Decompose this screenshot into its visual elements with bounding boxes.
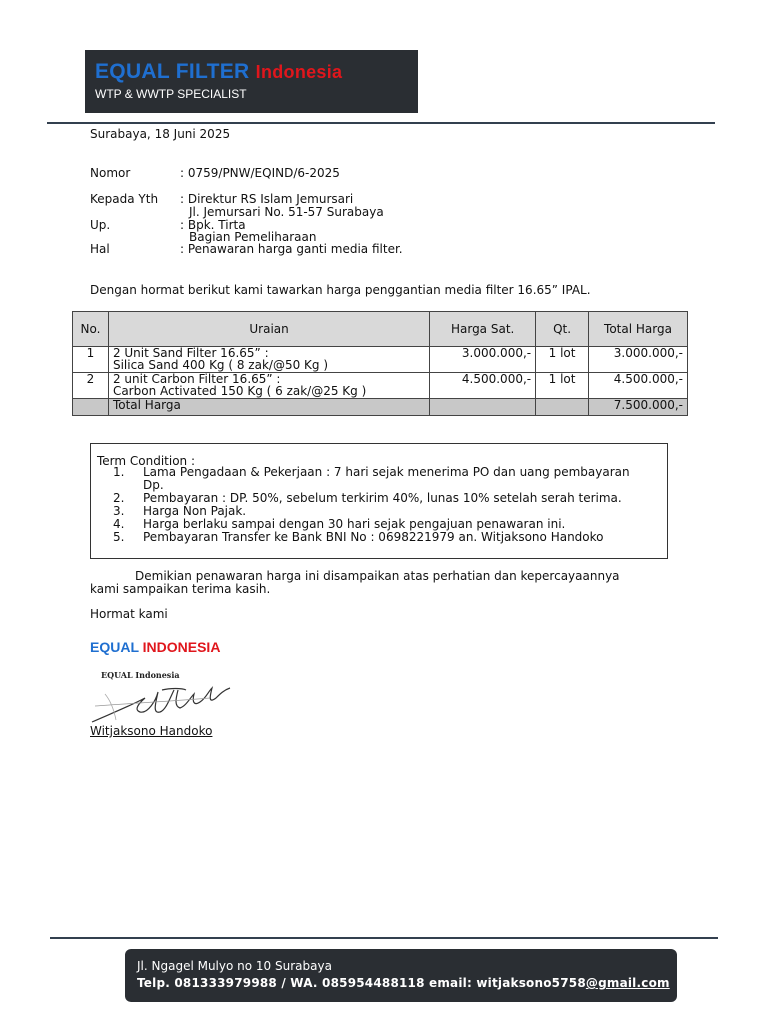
company-logo-text [95,60,342,84]
cell-uraian [108,373,429,399]
table-row [73,373,688,399]
opening-paragraph: Dengan hormat berikut kami tawarkan harga penggantian media filter 16.65” IPAL. [90,283,591,297]
up-line1: : Bpk. Tirta [180,218,246,232]
kepada-line1: : Direktur RS Islam Jemursari [180,192,354,206]
cell-total: 4.500.000,- [589,373,688,399]
term-number: 3. [113,504,125,518]
term-text: Pembayaran Transfer ke Bank BNI No : 0698221979 an. Witjaksono Handoko [143,530,604,544]
total-value: 7.500.000,- [589,399,688,416]
term-text: Pembayaran : DP. 50%, sebelum terkirim 40%, lunas 10% setelah serah terima. [143,491,622,505]
brand-main: EQUAL FILTER [95,60,250,83]
footer-contact [137,976,670,990]
table-header-row [73,312,688,347]
footer-banner [125,949,677,1002]
cell-uraian [108,347,429,373]
uraian-line1: 2 Unit Sand Filter 16.65” : [112,346,269,360]
place-date: Surabaya, 18 Juni 2025 [90,127,231,141]
price-table [72,311,688,416]
col-header-no: No. [73,312,109,347]
footer-contact-text: Telp. 081333979988 / WA. 085954488118 email: witjaksono5758 [137,976,586,990]
hal-label: Hal [90,242,110,256]
footer-address: Jl. Ngagel Mulyo no 10 Surabaya [137,959,332,973]
cell-no: 2 [73,373,109,399]
nomor-value: : 0759/PNW/EQIND/6-2025 [180,166,340,180]
col-header-total: Total Harga [589,312,688,347]
list-item [113,466,643,492]
table-total-row [73,399,688,416]
cell-empty [73,399,109,416]
cell-empty [430,399,536,416]
up-label: Up. [90,218,111,232]
kepada-label: Kepada Yth [90,192,159,206]
terms-box [90,443,668,559]
term-text: Harga berlaku sampai dengan 30 hari sejak pengajuan penawaran ini. [143,517,566,531]
company-signature-name [90,639,220,655]
col-header-uraian: Uraian [108,312,429,347]
terms-list [113,466,643,544]
regards: Hormat kami [90,607,168,621]
company-name-part1: EQUAL [90,639,139,655]
term-number: 5. [113,530,125,544]
uraian-line2: Carbon Activated 150 Kg ( 6 zak/@25 Kg ) [112,384,367,398]
signer-name: Witjaksono Handoko [90,724,213,738]
letterhead-banner [85,50,418,113]
cell-total: 3.000.000,- [589,347,688,373]
email-link[interactable]: @gmail.com [585,976,670,990]
table-row [73,347,688,373]
term-text: Harga Non Pajak. [143,504,247,518]
kepada-line2: Jl. Jemursari No. 51-57 Surabaya [189,205,384,219]
terms-title: Term Condition : [97,454,196,468]
cell-qty: 1 lot [536,347,589,373]
term-number: 2. [113,491,125,505]
list-item [113,531,643,544]
up-line2: Bagian Pemeliharaan [189,230,317,244]
header-divider [47,122,715,124]
company-name-part2: INDONESIA [142,639,221,655]
uraian-line1: 2 unit Carbon Filter 16.65” : [112,372,281,386]
cell-harga: 3.000.000,- [430,347,536,373]
cell-qty: 1 lot [536,373,589,399]
company-stamp: EQUAL Indonesia [101,670,180,680]
tagline: WTP & WWTP SPECIALIST [95,87,247,101]
hal-value: : Penawaran harga ganti media filter. [180,242,403,256]
col-header-harga: Harga Sat. [430,312,536,347]
cell-harga: 4.500.000,- [430,373,536,399]
closing-line1: Demikian penawaran harga ini disampaikan atas perhatian dan kepercayaannya [135,569,620,583]
closing-line2: kami sampaikan terima kasih. [90,582,271,596]
total-label: Total Harga [108,399,429,416]
uraian-line2: Silica Sand 400 Kg ( 8 zak/@50 Kg ) [112,358,329,372]
handwritten-signature [90,676,240,726]
cell-empty [536,399,589,416]
term-number: 4. [113,517,125,531]
footer-divider [50,937,718,939]
brand-sub: Indonesia [255,62,343,82]
cell-no: 1 [73,347,109,373]
nomor-label: Nomor [90,166,131,180]
col-header-qty: Qt. [536,312,589,347]
term-text: Lama Pengadaan & Pekerjaan : 7 hari sejak menerima PO dan uang pembayaran Dp. [143,465,630,492]
term-number: 1. [113,465,125,479]
